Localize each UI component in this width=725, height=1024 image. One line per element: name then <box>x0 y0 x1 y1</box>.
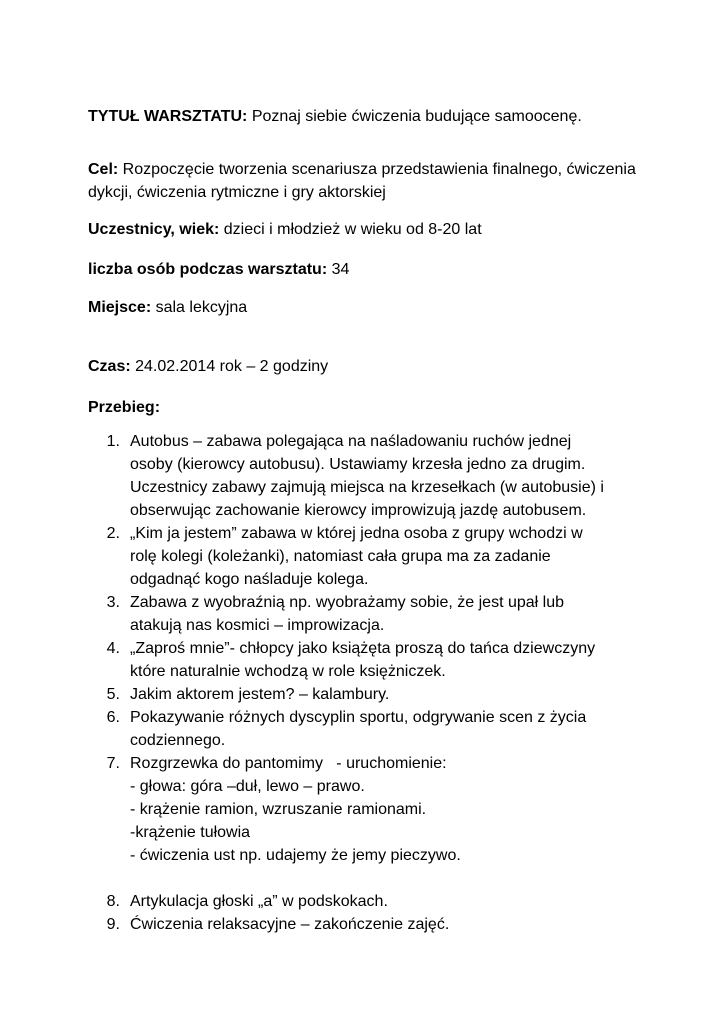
list-item-number: 6. <box>106 709 120 726</box>
workshop-title-value: Poznaj siebie ćwiczenia budujące samoocenę. <box>247 108 582 125</box>
list-item-number: 2. <box>106 525 120 542</box>
list-item <box>88 752 658 867</box>
list-item-line: - krążenie ramion, wzruszanie ramionami. <box>130 801 427 818</box>
list-item-line: atakują nas kosmici – improwizacja. <box>130 617 385 634</box>
participant-count-value: 34 <box>327 261 350 278</box>
list-item-line: „Zaproś mnie”- chłopcy jako książęta proszą do tańca dziewczyny <box>130 640 596 657</box>
list-item-number: 8. <box>106 893 120 910</box>
list-item-line: „Kim ja jestem” zabawa w której jedna osoba z grupy wchodzi w <box>130 525 583 542</box>
list-item-line: rolę kolegi (koleżanki), natomiast cała grupa ma za zadanie <box>130 548 551 565</box>
time <box>88 355 328 378</box>
time-value: 24.02.2014 rok – 2 godziny <box>130 358 329 375</box>
list-item <box>88 522 658 591</box>
list-item-line: - ćwiczenia ust np. udajemy że jemy pieczywo. <box>130 847 461 864</box>
course-label: Przebieg: <box>88 399 161 416</box>
list-item-number: 3. <box>106 594 120 611</box>
course-heading <box>88 396 160 419</box>
list-item-number: 9. <box>106 916 120 933</box>
list-item-number: 1. <box>106 433 120 450</box>
list-item-number: 7. <box>106 755 120 772</box>
goal-value: Rozpoczęcie tworzenia scenariusza przedstawienia finalnego, ćwiczenia dykcji, ćwiczenia rytmiczne i gry aktorskiej <box>88 161 636 201</box>
workshop-title-label: TYTUŁ WARSZTATU: <box>88 108 248 125</box>
list-item-line: -krążenie tułowia <box>130 824 251 841</box>
participant-count-label: liczba osób podczas warsztatu: <box>88 261 328 278</box>
list-item <box>88 637 658 683</box>
list-item-line: codziennego. <box>130 732 226 749</box>
list-item-line: osoby (kierowcy autobusu). Ustawiamy krzesła jedno za drugim. <box>130 456 586 473</box>
participant-count <box>88 258 349 281</box>
participants-value: dzieci i młodzież w wieku od 8-20 lat <box>219 221 482 238</box>
list-item-line: które naturalnie wchodzą w role księżniczek. <box>130 663 446 680</box>
list-item-line: Artykulacja głoski „a” w podskokach. <box>130 893 388 910</box>
list-item-line: Jakim aktorem jestem? – kalambury. <box>130 686 390 703</box>
list-item <box>88 683 658 706</box>
place-label: Miejsce: <box>88 299 152 316</box>
list-item-line: Autobus – zabawa polegająca na naśladowaniu ruchów jednej <box>130 433 572 450</box>
list-item-line: - głowa: góra –duł, lewo – prawo. <box>130 778 365 795</box>
list-item-line: Rozgrzewka do pantomimy - uruchomienie: <box>130 755 447 772</box>
list-item-number: 5. <box>106 686 120 703</box>
list-item <box>88 913 658 936</box>
list-item <box>88 430 658 522</box>
participants-label: Uczestnicy, wiek: <box>88 221 220 238</box>
steps-list <box>88 430 658 936</box>
workshop-title <box>88 105 582 128</box>
list-item-number: 4. <box>106 640 120 657</box>
time-label: Czas: <box>88 358 131 375</box>
list-item <box>88 706 658 752</box>
list-item-line: Zabawa z wyobraźnią np. wyobrażamy sobie, że jest upał lub <box>130 594 564 611</box>
list-item-line: odgadnąć kogo naśladuje kolega. <box>130 571 369 588</box>
list-item-line: Uczestnicy zabawy zajmują miejsca na krzesełkach (w autobusie) i <box>130 479 604 496</box>
list-spacer <box>88 867 658 890</box>
participants <box>88 218 482 241</box>
list-item <box>88 890 658 913</box>
list-item-line: Pokazywanie różnych dyscyplin sportu, odgrywanie scen z życia <box>130 709 587 726</box>
list-item-line: Ćwiczenia relaksacyjne – zakończenie zajęć. <box>130 916 450 933</box>
list-item <box>88 591 658 637</box>
goal-label: Cel: <box>88 161 119 178</box>
list-item-line: obserwując zachowanie kierowcy improwizują jazdę autobusem. <box>130 502 587 519</box>
place <box>88 296 247 319</box>
place-value: sala lekcyjna <box>151 299 248 316</box>
goal <box>88 158 648 204</box>
